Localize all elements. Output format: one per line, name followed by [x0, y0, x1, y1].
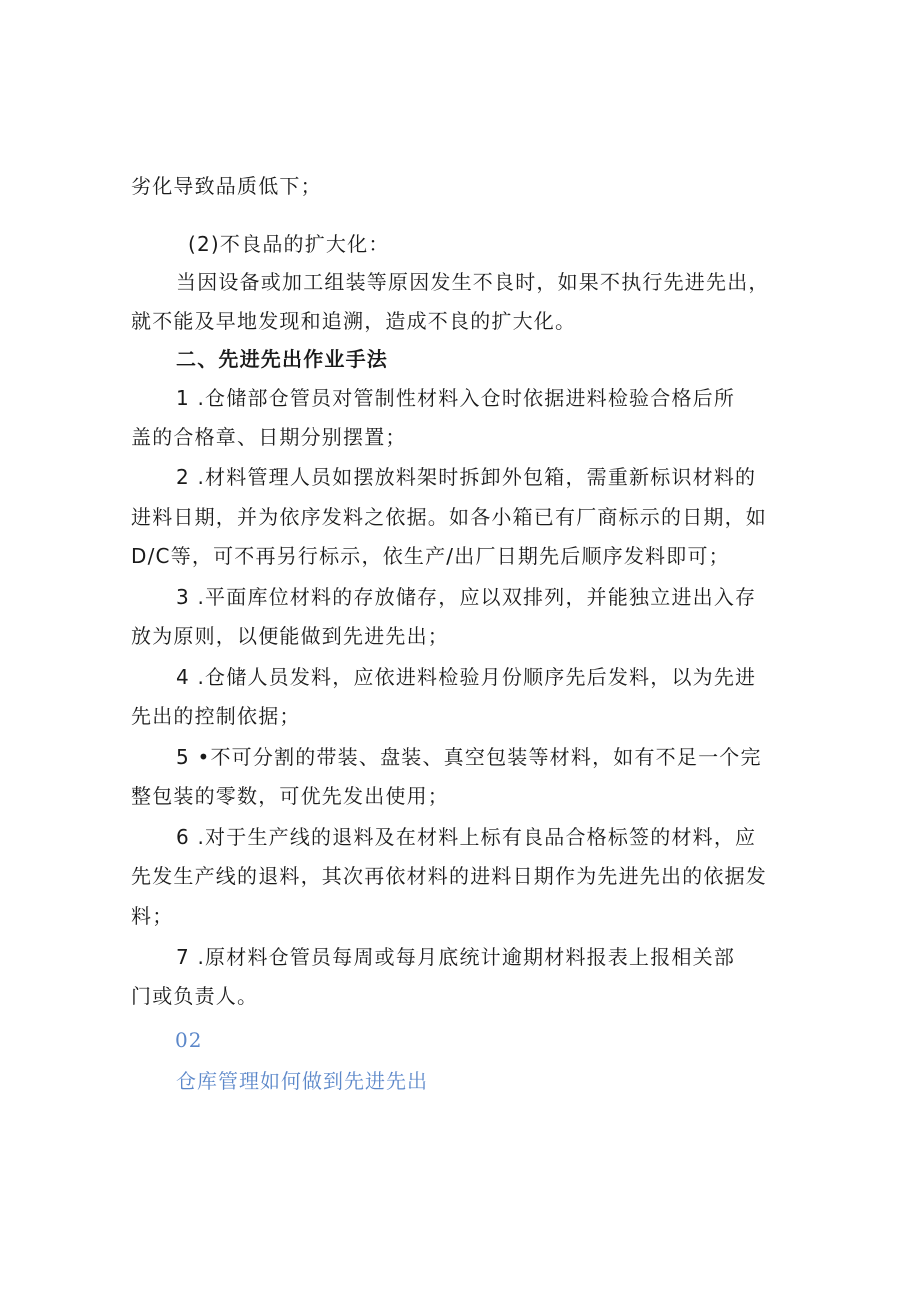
- paragraph-line: 当因设备或加工组装等原因发生不良时，如果不执行先进先出，: [176, 270, 770, 294]
- paragraph-line: 进料日期，并为依序发料之依据。如各小箱已有厂商标示的日期，如: [131, 505, 767, 529]
- list-item-6: 6 .对于生产线的退料及在材料上标有良品合格标签的材料，应: [176, 825, 757, 849]
- paragraph-line: 放为原则，以便能做到先进先出；: [131, 624, 449, 648]
- section-number: 02: [175, 1028, 203, 1052]
- list-item-1: 1 .仓储部仓管员对管制性材料入仓时依据进料检验合格后所: [176, 386, 736, 410]
- paragraph-line: 料；: [131, 904, 174, 928]
- subheading-defect-expansion: (2)不良品的扩大化：: [188, 232, 390, 256]
- section-title: 仓库管理如何做到先进先出: [176, 1069, 428, 1093]
- paragraph-line: 先发生产线的退料，其次再依材料的进料日期作为先进先出的依据发: [131, 864, 767, 888]
- paragraph-line: 就不能及早地发现和追溯，造成不良的扩大化。: [131, 309, 577, 333]
- list-item-5: 5 •不可分割的带装、盘装、真空包装等材料，如有不足一个完: [176, 745, 762, 769]
- paragraph-line: 整包装的零数，可优先发出使用；: [131, 784, 449, 808]
- paragraph-line: 先出的控制依据；: [131, 704, 301, 728]
- list-item-4: 4 .仓储人员发料，应依进料检验月份顺序先后发料，以为先进: [176, 665, 757, 689]
- list-item-7: 7 .原材料仓管员每周或每月底统计逾期材料报表上报相关部: [176, 945, 736, 969]
- section-heading-fifo-method: 二、先进先出作业手法: [176, 347, 388, 371]
- paragraph-line: 劣化导致品质低下；: [131, 174, 322, 198]
- paragraph-line: 盖的合格章、日期分别摆置；: [131, 425, 407, 449]
- paragraph-line: D/C等，可不再另行标示，依生产/出厂日期先后顺序发料即可；: [131, 544, 730, 568]
- paragraph-line: 门或负责人。: [131, 984, 259, 1008]
- list-item-2: 2 .材料管理人员如摆放料架时拆卸外包箱，需重新标识材料的: [176, 465, 757, 489]
- list-item-3: 3 .平面库位材料的存放储存，应以双排列，并能独立进出入存: [176, 585, 757, 609]
